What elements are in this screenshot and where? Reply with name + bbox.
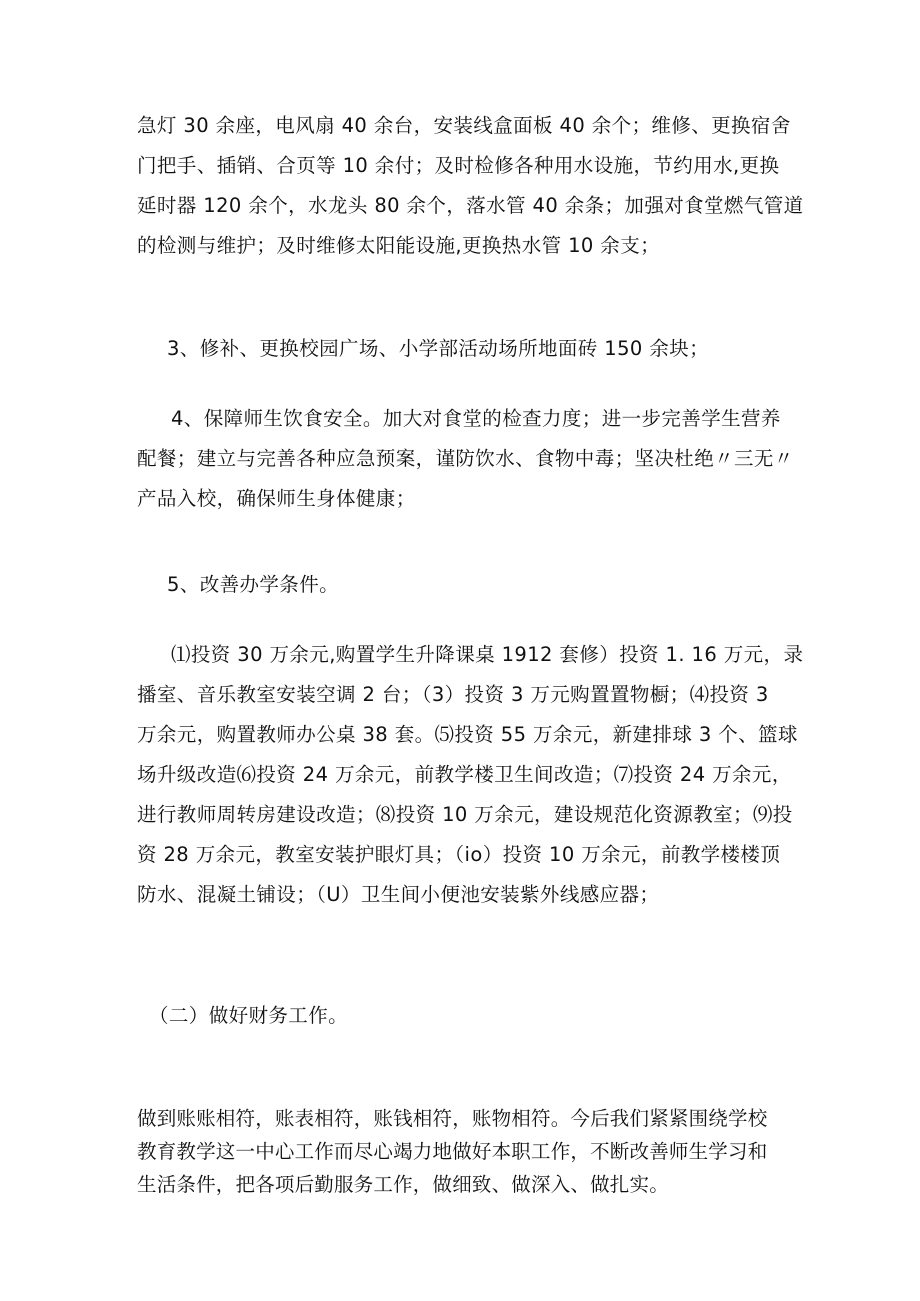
text-line: 资 28 万余元，教室安装护眼灯具；（io）投资 10 万余元，前教学楼楼顶 (137, 843, 781, 866)
text-line: 进行教师周转房建设改造；⑻投资 10 万余元，建设规范化资源教室；⑼投 (137, 803, 793, 826)
text-line: 万余元，购置教师办公桌 38 套。⑸投资 55 万余元，新建排球 3 个、篮球 (137, 723, 798, 746)
text-line: 4、保障师生饮食安全。加大对食堂的检查力度；进一步完善学生营养 (171, 407, 781, 430)
text-line: 3、修补、更换校园广场、小学部活动场所地面砖 150 余块； (167, 337, 710, 360)
paragraph-item-4 (137, 399, 797, 519)
text-line: 的检测与维护；及时维修太阳能设施,更换热水管 10 余支； (137, 234, 661, 257)
text-line: 门把手、插销、合页等 10 余付；及时检修各种用水设施，节约用水,更换 (137, 154, 780, 177)
text-line: 生活条件，把各项后勤服务工作，做细致、做深入、做扎实。 (137, 1173, 669, 1196)
text-line: 5、改善办学条件。 (167, 573, 340, 596)
paragraph-investments (137, 635, 804, 915)
text-line: 配餐；建立与完善各种应急预案，谨防饮水、食物中毒；坚决杜绝〃三无〃 (137, 447, 794, 470)
text-line: ⑴投资 30 万余元,购置学生升降课桌 1912 套修）投资 1. 16 万元，录 (171, 643, 804, 666)
text-line: 防水、混凝土铺设；（U）卫生间小便池安装紫外线感应器； (137, 883, 660, 906)
section-heading-text: （二）做好财务工作。 (149, 1004, 349, 1027)
text-line: 延时器 120 余个，水龙头 80 余个，落水管 40 余条；加强对食堂燃气管道 (137, 194, 804, 217)
text-line: 场升级改造⑹投资 24 万余元，前教学楼卫生间改造；⑺投资 24 万余元， (137, 763, 792, 786)
paragraph-maintenance-details (137, 106, 804, 266)
text-line: 产品入校，确保师生身体健康； (137, 487, 416, 510)
text-line: 做到账账相符，账表相符，账钱相符，账物相符。今后我们紧紧围绕学校 (137, 1107, 768, 1130)
paragraph-item-3 (137, 329, 827, 369)
text-line: 播室、音乐教室安装空调 2 台；（3）投资 3 万元购置置物橱；⑷投资 3 (137, 683, 769, 706)
text-line: 急灯 30 余座，电风扇 40 余台，安装线盒面板 40 余个；维修、更换宿舍 (137, 114, 791, 137)
paragraph-finance-summary (137, 1102, 797, 1201)
section-heading-finance (137, 996, 809, 1036)
paragraph-item-5 (137, 565, 827, 605)
text-line: 教育教学这一中心工作而尽心竭力地做好本职工作，不断改善师生学习和 (137, 1140, 768, 1163)
